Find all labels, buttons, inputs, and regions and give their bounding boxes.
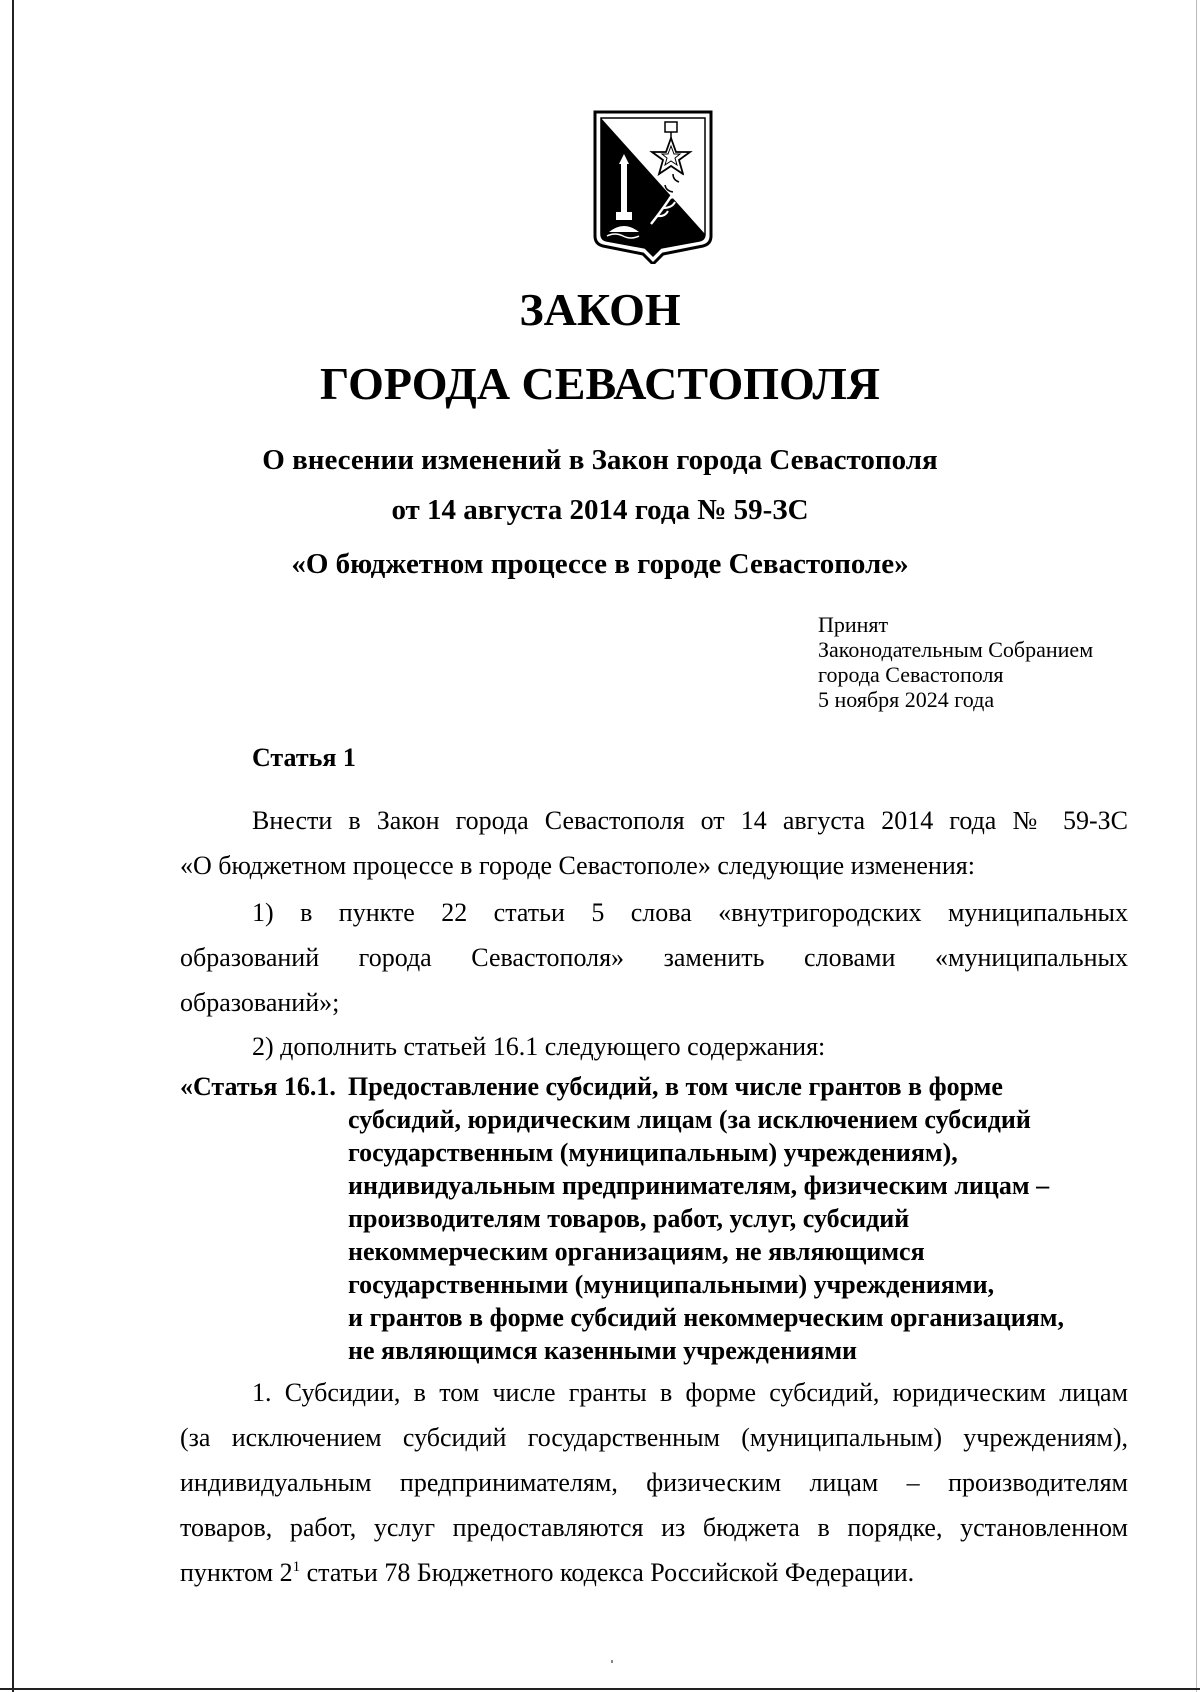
paragraph-text: статьи 78 Бюджетного кодекса Российской Федерации. (300, 1558, 915, 1587)
paragraph-last-line (180, 1550, 1128, 1595)
adoption-note (818, 612, 1093, 712)
paragraph-text: пунктом 2 (180, 1558, 293, 1587)
new-article-title-line: не являющимся казенными учреждениями (348, 1336, 858, 1365)
new-article-title-line: Предоставление субсидий, в том числе грантов в форме (348, 1072, 1003, 1101)
article-1-intro-line: Внести в Закон города Севастополя от 14 августа 2014 года № 59-ЗС (252, 806, 1128, 835)
amendment-item-1-line: образований»; (180, 988, 340, 1017)
law-subject-line-3: «О бюджетном процессе в городе Севастополе» (291, 548, 909, 580)
paragraph-line: 1. Субсидии, в том числе гранты в форме субсидий, юридическим лицам (252, 1378, 1128, 1407)
amendment-item-2 (180, 1024, 1128, 1069)
document-title: ЗАКОН (519, 284, 681, 335)
article-1-heading: Статья 1 (252, 743, 356, 772)
new-article-title-line: индивидуальным предпринимателям, физическим лицам – (348, 1171, 1050, 1200)
amendment-item-1-line: 1) в пункте 22 статьи 5 слова «внутригородских муниципальных (252, 898, 1128, 927)
adoption-note-date: 5 ноября 2024 года (818, 687, 995, 712)
scan-speck (611, 1660, 613, 1663)
law-subject-line-2: от 14 августа 2014 года № 59-ЗС (391, 494, 809, 526)
new-article-title-line: государственным (муниципальным) учреждениям), (348, 1138, 958, 1167)
new-article-title-line: производителям товаров, работ, услуг, субсидий (348, 1204, 910, 1233)
amendment-item-2-text: 2) дополнить статьей 16.1 следующего содержания: (252, 1032, 826, 1061)
adoption-note-line: Законодательным Собранием (818, 637, 1094, 662)
adoption-note-line: города Севастополя (818, 662, 1004, 687)
article-1-intro (180, 798, 1128, 888)
new-article-title-line: некоммерческим организациям, не являющимся (348, 1237, 925, 1266)
amendment-item-1 (180, 890, 1128, 1025)
new-article-title-line: субсидий, юридическим лицам (за исключением субсидий (348, 1105, 1031, 1134)
amendment-item-1-line: образований города Севастополя» заменить словами «муниципальных (180, 943, 1128, 972)
scan-right-edge (1196, 0, 1197, 1692)
sevastopol-coat-of-arms-emblem (591, 108, 715, 264)
law-subject-line-1: О внесении изменений в Закон города Севастополя (262, 444, 938, 476)
new-article-label: «Статья 16.1. (180, 1072, 336, 1101)
superscript-index: 1 (292, 1559, 301, 1575)
adoption-note-line: Принят (818, 612, 889, 637)
paragraph-line: (за исключением субсидий государственным (муниципальным) учреждениям), (180, 1423, 1128, 1452)
new-article-title-line: государственными (муниципальными) учреждениями, (348, 1270, 995, 1299)
paragraph-line: индивидуальным предпринимателям, физическим лицам – производителям (180, 1468, 1128, 1497)
new-article-paragraph-1 (180, 1370, 1128, 1595)
new-article-title (348, 1070, 1138, 1367)
scan-left-edge (12, 0, 14, 1692)
paragraph-line: товаров, работ, услуг предоставляются из бюджета в порядке, установленном (180, 1513, 1128, 1542)
article-1-intro-line: «О бюджетном процессе в городе Севастополе» следующие изменения: (180, 851, 975, 880)
scan-bottom-edge (0, 1688, 1200, 1690)
document-title-city: ГОРОДА СЕВАСТОПОЛЯ (319, 358, 881, 409)
new-article-title-line: и грантов в форме субсидий некоммерческим организациям, (348, 1303, 1064, 1332)
